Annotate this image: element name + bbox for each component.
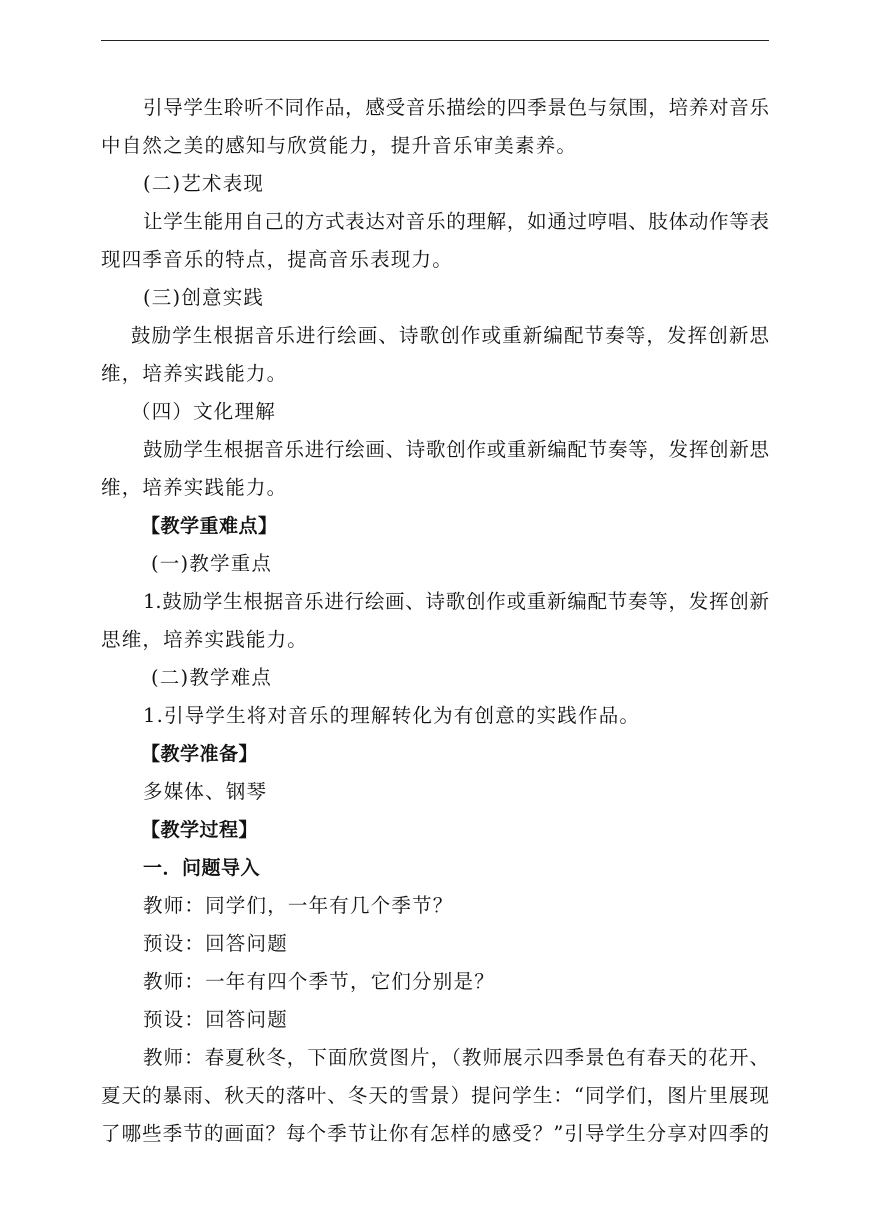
dialogue-line: 教师：同学们，一年有几个季节？	[143, 894, 454, 917]
paragraph-line: 了哪些季节的画面？每个季节让你有怎样的感受？”引导学生分享对四季的	[101, 1122, 769, 1145]
paragraph-line: 维，培养实践能力。	[101, 476, 288, 499]
paragraph-line: 鼓励学生根据音乐进行绘画、诗歌创作或重新编配节奏等，发挥创新思	[131, 324, 769, 347]
paragraph-line: 1.鼓励学生根据音乐进行绘画、诗歌创作或重新编配节奏等，发挥创新	[143, 590, 769, 613]
header-rule	[101, 40, 769, 41]
paragraph-line: 思维，培养实践能力。	[101, 628, 309, 651]
dialogue-line: 预设：回答问题	[143, 1008, 288, 1031]
section-heading-bold: 一．问题导入	[143, 857, 261, 879]
section-heading: (三)创意实践	[143, 286, 265, 309]
section-heading: （四）文化理解	[131, 400, 276, 423]
paragraph-line: 夏天的暴雨、秋天的落叶、冬天的雪景）提问学生：“同学们，图片里展现	[101, 1084, 769, 1107]
paragraph-line: 中自然之美的感知与欣赏能力，提升音乐审美素养。	[101, 134, 578, 157]
paragraph-line: 教师：春夏秋冬，下面欣赏图片，（教师展示四季景色有春天的花开、	[143, 1046, 769, 1069]
paragraph-line: 让学生能用自己的方式表达对音乐的理解，如通过哼唱、肢体动作等表	[143, 210, 769, 233]
section-heading: (二)教学难点	[151, 666, 273, 689]
section-heading-bold: 【教学重难点】	[141, 515, 278, 537]
dialogue-line: 教师：一年有四个季节，它们分别是？	[143, 970, 495, 993]
dialogue-line: 预设：回答问题	[143, 932, 288, 955]
section-heading: (二)艺术表现	[143, 172, 265, 195]
paragraph-line: 1.引导学生将对音乐的理解转化为有创意的实践作品。	[143, 704, 641, 727]
paragraph-line: 现四季音乐的特点，提高音乐表现力。	[101, 248, 453, 271]
paragraph-line: 引导学生聆听不同作品，感受音乐描绘的四季景色与氛围，培养对音乐	[143, 96, 769, 119]
section-heading-bold: 【教学准备】	[141, 743, 259, 765]
paragraph-line: 鼓励学生根据音乐进行绘画、诗歌创作或重新编配节奏等，发挥创新思	[143, 438, 769, 461]
paragraph-line: 维，培养实践能力。	[101, 362, 288, 385]
section-heading-bold: 【教学过程】	[141, 819, 259, 841]
section-heading: (一)教学重点	[151, 552, 273, 575]
paragraph-line: 多媒体、钢琴	[143, 780, 268, 803]
